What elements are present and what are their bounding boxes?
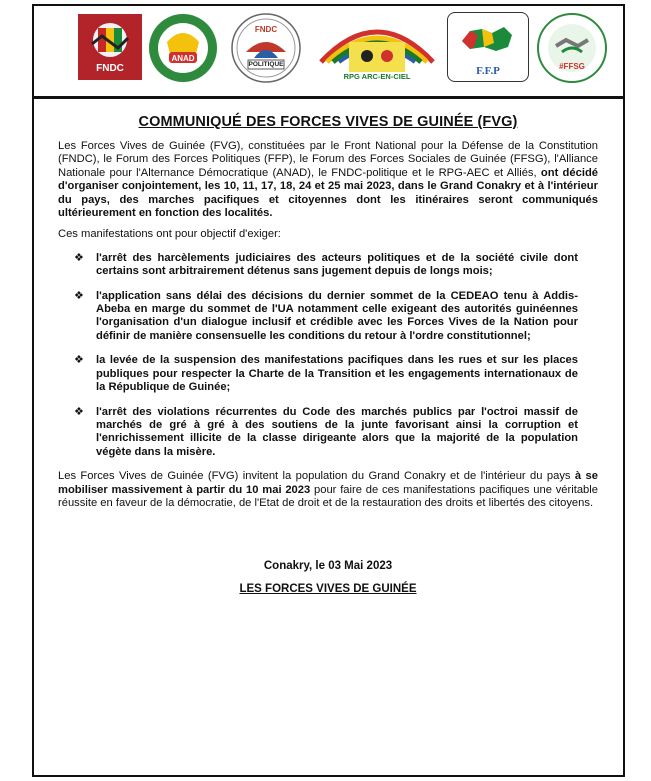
ffsg-seal-icon bbox=[536, 12, 608, 84]
list-item bbox=[58, 354, 598, 394]
closing-text-2: pour faire de ces manifestations pacifiques une véritable réussite en faveur de la démocratie, de l'Etat de droit et de la restauration des droits et libertés des citoyens. bbox=[58, 483, 598, 509]
anad-seal-icon bbox=[147, 12, 219, 84]
demand-text: l'arrêt des harcèlements judiciaires des acteurs politiques et de la société civile dont certains sont arbitrairement détenus sans jugement depuis de longs mois; bbox=[96, 251, 578, 278]
closing-bold-text: à se mobiliser massivement à partir du 10 mai 2023 bbox=[58, 470, 598, 496]
guinea-map-icon bbox=[448, 13, 528, 63]
intro-text: Les Forces Vives de Guinée (FVG), constituées par le Front National pour la Défense de la Constitution (FNDC), le Forum des Forces Politiques (FFP), le Forum des Forces Sociales de Guinée (FFSG), l'Alliance Nationale pour l'Alternance Démocratique (ANAD), le FNDC-politique et le RPG-AEC et Alliés, bbox=[58, 140, 598, 179]
demands-list bbox=[58, 252, 598, 459]
list-item bbox=[58, 290, 598, 344]
intro-bold-text: ont décidé d'organiser conjointement, les 10, 11, 17, 18, 24 et 25 mai 2023, dans le Grand Conakry et à l'intérieur du pays, des marches pacifiques et citoyennes dont les itinéraires seront communiqués ultérieurement en fonction des localités. bbox=[58, 166, 598, 220]
document-frame bbox=[32, 4, 625, 777]
demand-text: la levée de la suspension des manifestations pacifiques dans les rues et sur les places publiques pour respecter la Charte de la Transition et les engagements internationaux de la République de Guinée; bbox=[96, 354, 578, 394]
ffsg-logo bbox=[536, 12, 608, 82]
logo-banner bbox=[34, 6, 623, 92]
ffp-logo-text: F.F.P bbox=[476, 65, 500, 77]
list-item bbox=[58, 406, 598, 460]
signatory: LES FORCES VIVES DE GUINÉE bbox=[239, 583, 417, 596]
diamond-bullet-icon: ❖ bbox=[74, 289, 84, 302]
demand-text: l'application sans délai des décisions du dernier sommet de la CEDEAO tenu à Addis-Abeba en marge du sommet de l'UA notamment celle exigeant des autorités guinéennes l'organisation d'un dialogue inclusif et crédible avec les Forces Vives de la Nation pour définir de manière consensuelle les conditions du retour à l'ordre constitutionnel; bbox=[96, 289, 578, 342]
rpg-logo-text: RPG ARC-EN-CIEL bbox=[343, 72, 411, 81]
ffp-logo bbox=[447, 12, 529, 82]
objectives-intro: Ces manifestations ont pour objectif d'exiger: bbox=[58, 228, 281, 241]
fndc-politique-bottom-text: POLITIQUE bbox=[248, 61, 284, 68]
closing-paragraph bbox=[58, 470, 598, 510]
anad-logo bbox=[147, 12, 219, 82]
fndc-logo bbox=[78, 14, 142, 80]
diamond-bullet-icon: ❖ bbox=[74, 354, 84, 367]
fndc-politique-logo bbox=[230, 12, 302, 82]
communique-body bbox=[58, 114, 598, 595]
diamond-bullet-icon: ❖ bbox=[74, 251, 84, 264]
place-date: Conakry, le 03 Mai 2023 bbox=[263, 560, 393, 573]
anad-logo-text: ANAD bbox=[171, 54, 195, 63]
demand-text: l'arrêt des violations récurrentes du Code des marchés publics par l'octroi massif de marchés de gré à gré à des soutiens de la junte favorisant ainsi la corruption et l'enrichissement illicite de la classe dirigeante alors que la majorité de la population végète dans la misère. bbox=[96, 405, 578, 458]
ffsg-logo-text: #FFSG bbox=[559, 62, 585, 71]
diamond-bullet-icon: ❖ bbox=[74, 405, 84, 418]
closing-text-1: Les Forces Vives de Guinée (FVG) invitent la population du Grand Conakry et de l'intérieur du pays bbox=[58, 470, 575, 483]
page-title: COMMUNIQUÉ DES FORCES VIVES DE GUINÉE (FVG) bbox=[138, 114, 518, 130]
fndc-logo-text: FNDC bbox=[96, 63, 124, 74]
fndc-politique-top-text: FNDC bbox=[254, 25, 278, 34]
list-item bbox=[58, 252, 598, 279]
fndc-politique-seal-icon bbox=[230, 12, 302, 84]
header-divider bbox=[34, 96, 623, 99]
rpg-logo bbox=[315, 12, 439, 82]
intro-paragraph bbox=[58, 140, 598, 220]
